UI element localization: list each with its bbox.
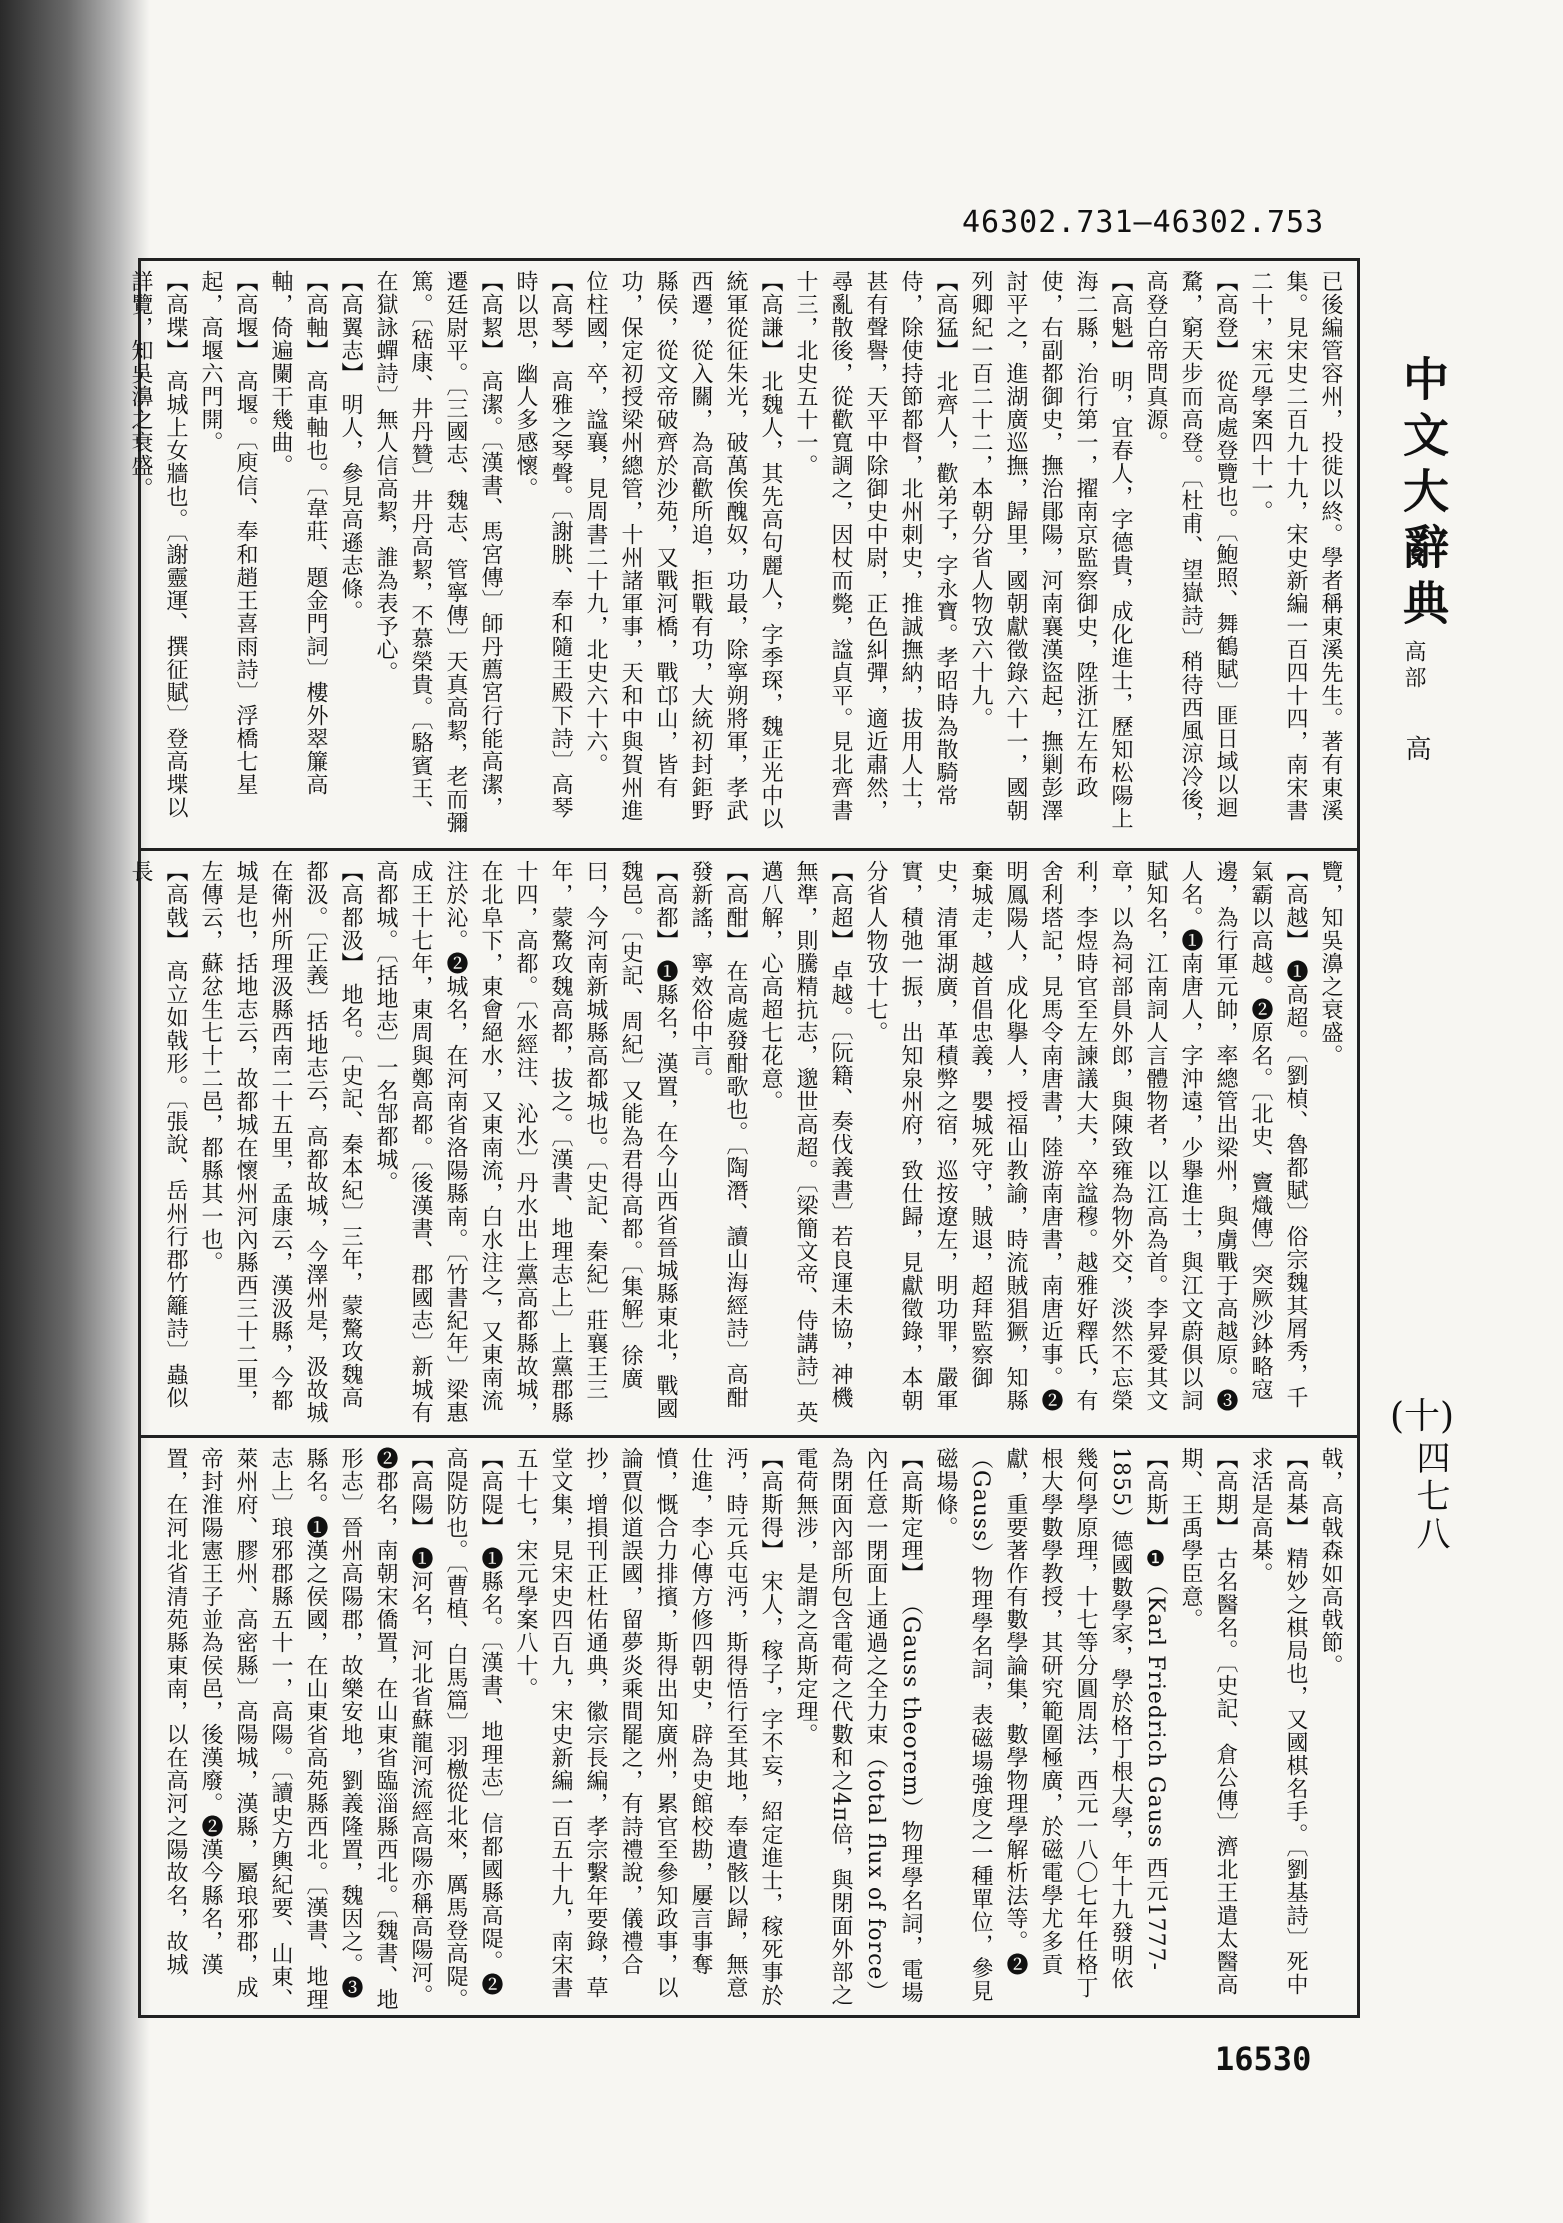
entry: 【高都】 ❶縣名，漢置，在今山西省晉城縣東北，戰國魏邑。〔史記、周紀〕又能為君得高都。〔集解〕徐廣曰，今河南新城縣高都城也。〔史記、秦紀〕莊襄王三年，蒙驁攻魏高都，拔之。〔漢書、地理志上〕上黨郡縣十四，高都。〔水經注、沁水〕丹水出上黨高都縣故城，在北阜下，東會絕水，又東南流，白水注之，又東南流注於沁。❷城名，在河南省洛陽縣南。〔竹書紀年〕梁惠成王十七年，東周與鄭高都。〔後漢書、郡國志〕新城有高都城。〔括地志〕一名郜都城。 — [373, 860, 678, 1424]
volume-mark: (十) — [1390, 1396, 1455, 1437]
entry: 已後編管容州，投徙以終。學者稱東溪先生。著有東溪集。見宋史二百九十九，宋史新編一百四十四，南宋書二十，宋元學案四十一。 — [1248, 270, 1343, 822]
panel-divider-bottom — [138, 1435, 1360, 1438]
entry: 【高酣】 在高處發酣歌也。〔陶潛、讀山海經詩〕高酣發新謠，寧效俗中言。 — [688, 860, 748, 1409]
panel-middle — [128, 860, 1348, 1425]
entry: 戟，高戟森如高戟節。 — [1318, 1447, 1343, 1677]
page-number: 16530 — [1215, 2040, 1312, 2078]
entry: 【高堞】 高城上女牆也。〔謝靈運、撰征賦〕登高堞以詳覽，知吳濞之衰盛。 — [128, 270, 188, 819]
entry: 【高都汲】 地名。〔史記、秦本紀〕三年，蒙驁攻魏高都汲。〔正義〕括地志云，高都故城，今澤州是，汲故城在衛州所理汲縣西南二十五里，孟康云，漢汲縣，今都城是也，括地志云，故都城在懷州河內縣西三十二里，左傳云，蘇忿生七十二邑，都縣其一也。 — [198, 860, 363, 1424]
radical-character: 高 — [1401, 735, 1431, 761]
entry: 【高絜】 高潔。〔漢書、馬宮傳〕師丹薦宮行能高潔，遷廷尉平。〔三國志、魏志、管寧傳〕天真高絜，老而彌篤。〔嵇康、井丹贊〕井丹高絜，不慕榮貴。〔駱賓王、在獄詠蟬詩〕無人信高絜，誰為表予心。 — [373, 270, 503, 834]
entry: 覽，知吳濞之衰盛。 — [1318, 860, 1343, 1067]
entry: 【高翼志】 明人，參見高遜志條。 — [338, 270, 363, 623]
entry: 【高魁】 明，宜春人，字德貴，成化進士，歷知松陽上海二縣，治行第一，擢南京監察御史，陞浙江左布政使，右副都御史，撫治鄖陽，河南襄漢盜起，撫剿彭澤討平之，進湖廣巡撫，歸里，國朝獻徵錄六十一，國朝列卿紀一百二十二，本朝分省人物攷六十九。 — [968, 270, 1133, 830]
entry: 【高琴】 高雅之琴聲。〔謝朓、奉和隨王殿下詩〕高琴時以思，幽人多感懷。 — [513, 270, 573, 819]
entry: 【高棊】 精妙之棋局也，又國棋名手。〔劉基詩〕死中求活是高棊。 — [1248, 1447, 1308, 1996]
entry: 【高越】 ❶高超。〔劉楨、魯都賦〕俗宗魏其屑秀，千氣霸以高越。❷原名。〔北史、竇熾傳〕突厥沙鉢略寇邊，為行軍元帥，率總管出梁州，與虜戰于高越原。❸人名。❶南唐人，字沖遠，少擧進士，與江文蔚俱以詞賦知名，江南詞人言體物者，以江高為首。李昇愛其文章，以為祠部員外郎，與陳致雍為物外交，淡然不忘榮利，李煜時官至左諫議大夫，卒諡穆。越雅好釋氏，有舍利塔記，見馬令南唐書，陸游南唐書，南唐近事。❷明鳳陽人，成化擧人，授福山教諭，時流賊猖獗，知縣棄城走，越首倡忠義，嬰城死守，賊退，超拜監察御史，清軍湖廣，革積弊之宿，巡按遼左，明功罪，嚴軍實，積弛一振，出知泉州府，致仕歸，見獻徵錄，本朝分省人物攷十七。 — [863, 860, 1308, 1412]
entry: 【高隄】 ❶縣名。〔漢書、地理志〕信都國縣高隄。❷高隄防也。〔曹植、白馬篇〕羽檄從北來，厲馬登高隄。 — [443, 1447, 503, 2011]
entry: 【高登】 從高處登覽也。〔鮑照、舞鶴賦〕匪日域以迴騖，窮天步而高登。〔杜甫、望嶽詩〕稍待西風涼冷後，高登白帝問真源。 — [1143, 270, 1238, 834]
entry: 【高期】 古名醫名。〔史記、倉公傳〕濟北王遣太醫高期、王禹學臣意。 — [1178, 1447, 1238, 1996]
entry: 【高斯定理】 （Gauss theorem）物理學名詞，電場內任意一閉面上通過之全力束（total flux of force）為閉面內部所包含電荷之代數和之4π倍，與閉面外部之電荷無涉，是謂之高斯定理。 — [793, 1447, 923, 2007]
entry: 【高斯得】 宋人，稼子，字不妄，紹定進士，稼死事於沔，時元兵屯沔，斯得悟行至其地，奉遺骸以歸，無意仕進，李心傳方修四朝史，辟為史館校勘，屢言事奪憤，慨合力排擯，斯得出知廣州，累官至參知政事，以論賈似道誤國，留夢炎乘間罷之，有詩禮說，儀禮合抄，增損刊正杜佑通典，徽宗長編，孝宗繫年要錄，草堂文集，見宋史四百九，宋史新編一百五十九，南宋書五十七，宋元學案八十。 — [513, 1447, 783, 2007]
entry: 【高戟】 高立如戟形。〔張說、岳州行郡竹籬詩〕蟲似長 — [128, 860, 188, 1409]
radical-label: 高部 — [1401, 640, 1426, 692]
page-number-cjk: 四七八 — [1410, 1440, 1450, 1554]
entry-range: 46302.731—46302.753 — [962, 205, 1325, 240]
panel-divider-top — [138, 848, 1360, 851]
entry: 【高謙】 北魏人，其先高句麗人，字季琛，魏正光中以統軍從征朱光，破萬俟醜奴，功最，除寧朔將軍，孝武西遷，從入關，為高歡所追，拒戰有功，大統初封鉅野縣侯，從文帝破齊於沙苑，又戰河橋，戰邙山，皆有功，保定初授梁州總管，十州諸軍事，天和中與賀州進位柱國，卒，諡襄，見周書二十九，北史六十六。 — [583, 270, 783, 830]
panel-top — [128, 270, 1348, 835]
entry: 【高斯】 ❶（Karl Friedrich Gauss 西元1777-1855）德國數學家，學於格丁根大學，年十九發明依幾何學原理，十七等分圓周法，西元一八〇七年任格丁根大學數學教授，其研究範圍極廣，於磁電學尤多貢獻，重要著作有數學論集，數學物理學解析法等。❷（Gauss）物理學名詞，表磁場強度之一種單位，參見磁場條。 — [933, 1447, 1168, 2003]
dictionary-title: 中文大辭典 — [1396, 355, 1450, 635]
panel-bottom — [148, 1447, 1348, 2012]
entry: 【高猛】 北齊人，歡弟子，字永寶。孝昭時為散騎常侍，除使持節都督，北州刺史，推誠撫納，拔用人士，甚有聲譽，天平中除御史中尉，正色糾彈，適近肅然，尋亂散後，從歡寬調之，因杖而斃，諡貞平。見北齊書十三，北史五十一。 — [793, 270, 958, 822]
entry: 【高堰】 高堰。〔庾信、奉和趙王喜雨詩〕浮橋七星起，高堰六門開。 — [198, 270, 258, 796]
entry: 【高超】 卓越。〔阮籍、奏伐義書〕若良運未協，神機無準，則騰精抗志，邈世高超。〔梁簡文帝、侍講詩〕英邁八解，心高超七花意。 — [758, 860, 853, 1424]
entry: 【高軸】 高車軸也。〔韋莊、題金門詞〕樓外翠簾高軸，倚遍闌干幾曲。 — [268, 270, 328, 796]
entry: 【高陽】 ❶河名，河北省蘇龍河流經高陽亦稱高陽河。❷郡名，南朝宋僑置，在山東省臨淄縣西北。〔魏書、地形志〕晉州高陽郡，故樂安地，劉義隆置，魏因之。❸縣名。❶漢之侯國，在山東省高苑縣西北。〔漢書、地理志上〕琅邪郡縣五十一，高陽。〔讀史方輿紀要、山東、萊州府、膠州、高密縣〕高陽城，漢縣，屬琅邪郡，成帝封淮陽憲王子並為侯邑，後漢廢。❷漢今縣名，漢置，在河北省清苑縣東南，以在高河之陽故名，故城 — [163, 1447, 433, 2011]
